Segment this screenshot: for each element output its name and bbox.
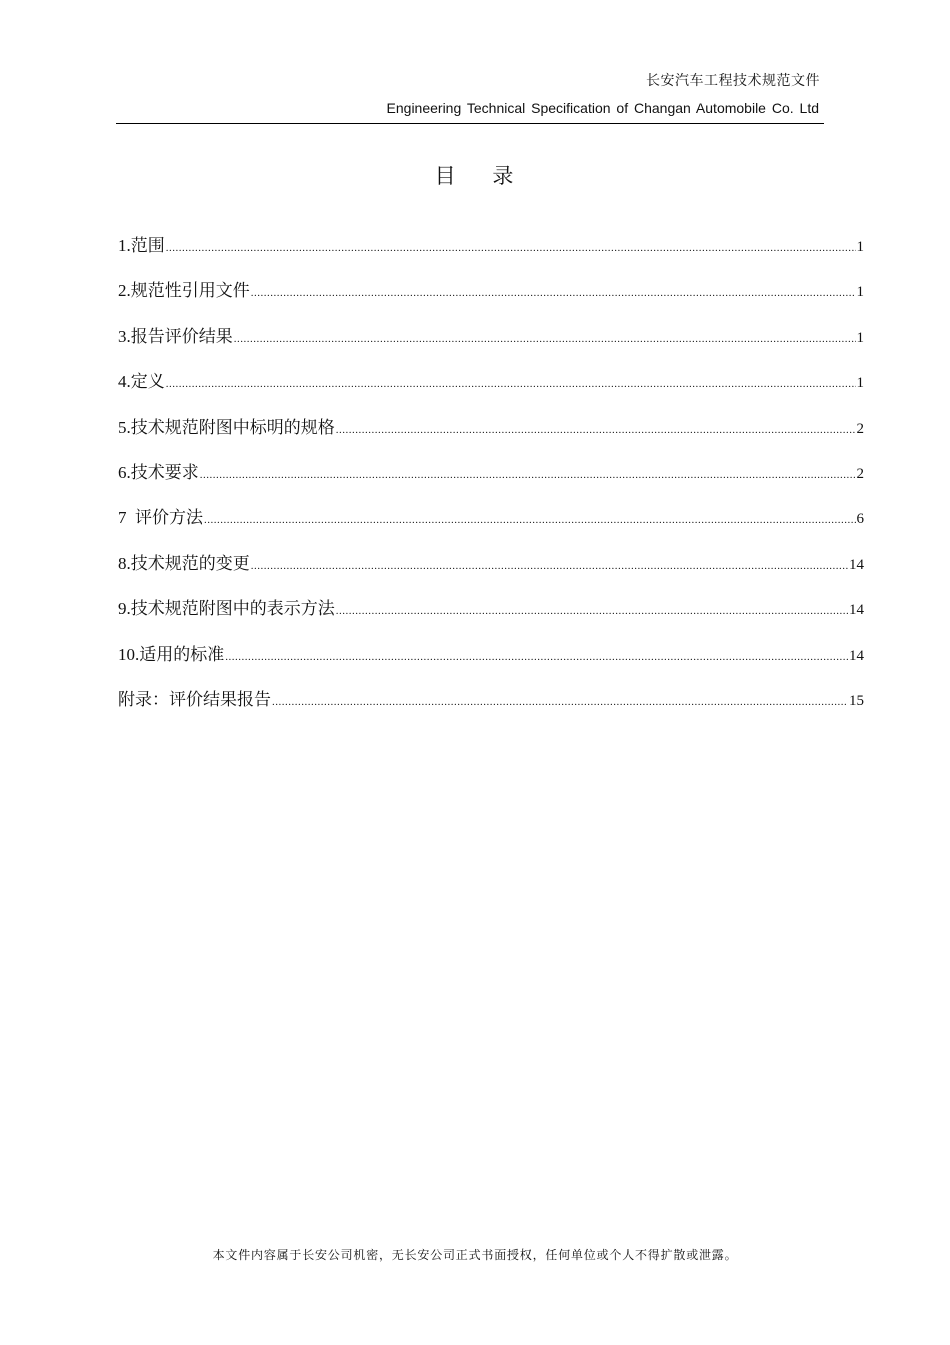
toc-entry-appendix[interactable] <box>118 685 864 730</box>
toc-entry-label: 4.定义 <box>118 372 165 392</box>
toc-entry-technical-requirements[interactable] <box>118 458 864 503</box>
toc-dot-leader <box>225 651 848 663</box>
toc-entry-representation-methods[interactable] <box>118 594 864 639</box>
toc-entry-page: 2 <box>856 465 864 482</box>
toc-entry-page: 2 <box>856 420 864 437</box>
toc-dot-leader <box>234 333 856 345</box>
toc-entry-label: 7 评价方法 <box>118 508 203 528</box>
header-title-cn: 长安汽车工程技术规范文件 <box>646 73 820 89</box>
toc-entry-label: 1.范围 <box>118 236 165 255</box>
toc-entry-page: 1 <box>856 375 864 392</box>
header-title-en: Engineering Technical Specification of Changan Automobile Co. Ltd <box>386 100 819 116</box>
toc-entry-scope[interactable] <box>118 231 864 276</box>
confidentiality-notice: 本文件内容属于长安公司机密，无长安公司正式书面授权，任何单位或个人不得扩散或泄露。 <box>212 1248 738 1262</box>
toc-dot-leader <box>200 469 856 481</box>
toc-dot-leader <box>272 696 848 708</box>
toc-entry-definitions[interactable] <box>118 367 864 412</box>
toc-entry-specifications[interactable] <box>118 413 864 458</box>
toc-entry-label: 6.技术要求 <box>118 462 199 482</box>
toc-entry-page: 15 <box>849 692 864 709</box>
table-of-contents <box>118 231 864 730</box>
toc-dot-leader <box>166 378 856 390</box>
toc-entry-applicable-standards[interactable] <box>118 640 864 685</box>
toc-entry-label: 9.技术规范附图中的表示方法 <box>118 599 335 619</box>
toc-dot-leader <box>251 287 856 299</box>
toc-entry-evaluation-methods[interactable] <box>118 503 864 548</box>
toc-dot-leader <box>336 424 856 436</box>
toc-entry-page: 14 <box>849 556 864 573</box>
toc-dot-leader <box>204 514 856 526</box>
toc-entry-label: 2.规范性引用文件 <box>118 281 250 301</box>
toc-entry-page: 14 <box>849 647 864 664</box>
toc-entry-label: 附录：评价结果报告 <box>118 689 271 709</box>
toc-entry-evaluation-results[interactable] <box>118 322 864 367</box>
toc-dot-leader <box>336 605 848 617</box>
toc-entry-label: 3.报告评价结果 <box>118 326 233 346</box>
toc-entry-normative-references[interactable] <box>118 276 864 321</box>
toc-entry-label: 8.技术规范的变更 <box>118 553 250 573</box>
toc-entry-page: 1 <box>856 329 864 346</box>
toc-entry-label: 10.适用的标准 <box>118 644 225 664</box>
toc-dot-leader <box>251 560 848 572</box>
toc-entry-page: 14 <box>849 602 864 619</box>
toc-dot-leader <box>166 242 856 254</box>
toc-title: 目 录 <box>434 164 516 188</box>
header-divider <box>116 123 824 124</box>
toc-entry-page: 1 <box>856 239 864 255</box>
toc-entry-page: 1 <box>856 284 864 301</box>
toc-entry-specification-changes[interactable] <box>118 549 864 594</box>
toc-entry-label: 5.技术规范附图中标明的规格 <box>118 417 335 437</box>
toc-entry-page: 6 <box>856 511 864 528</box>
